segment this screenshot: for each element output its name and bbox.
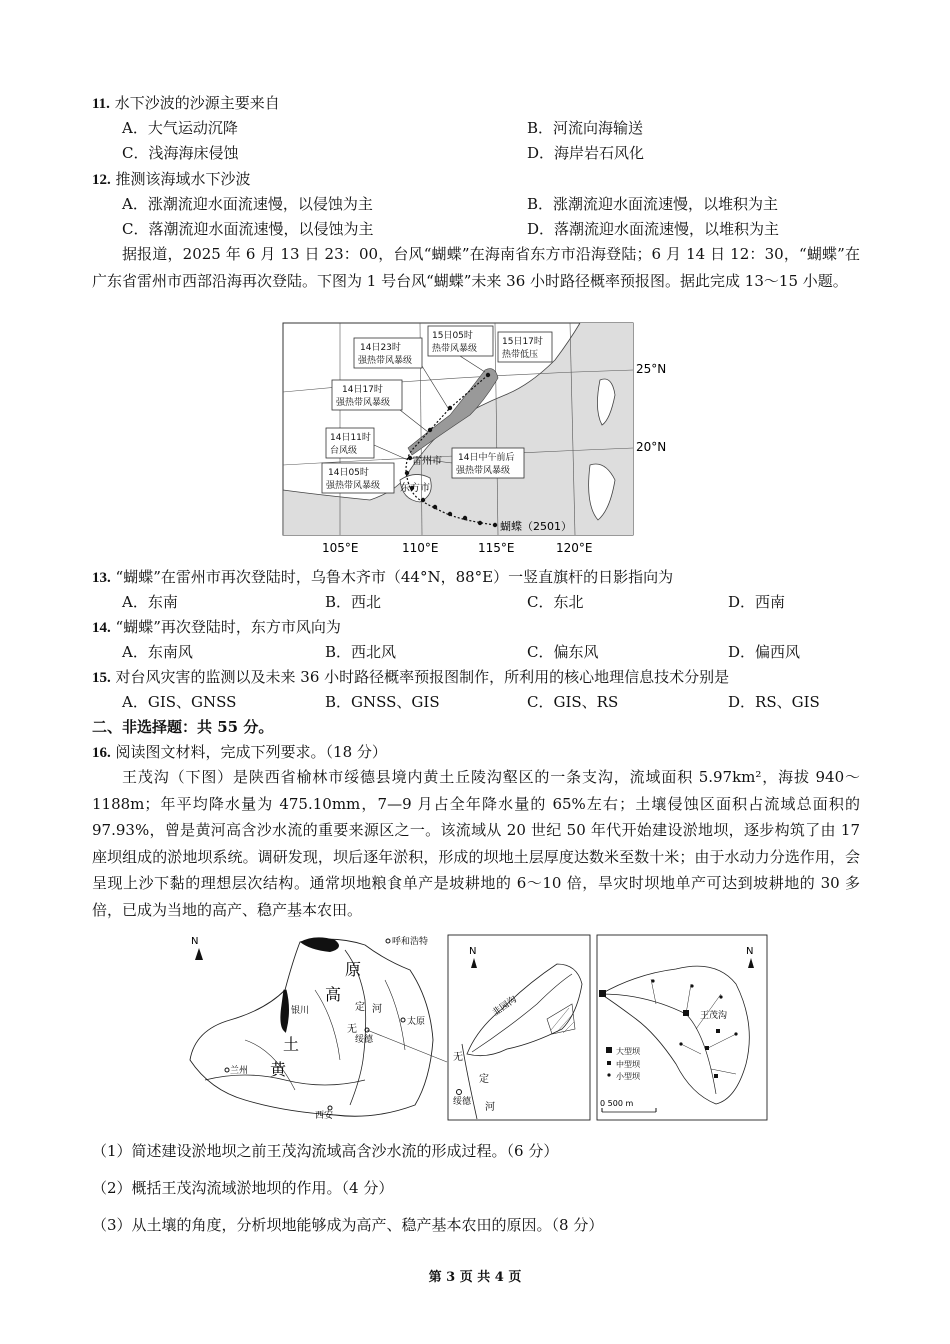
q11-option-c: C．浅海海床侵蚀 (122, 144, 239, 162)
q16-sub-2: （2）概括王茂沟流域淤地坝的作用。（4 分） (92, 1179, 394, 1197)
inset1-he: 河 (485, 1102, 495, 1113)
inset-jiuyuangou-map (447, 934, 592, 1122)
inset2-north: N (746, 946, 754, 957)
inset1-ding: 定 (479, 1074, 489, 1085)
q11-option-a: A．大气运动沉降 (122, 119, 238, 137)
q12-stem (92, 168, 251, 189)
q11-number: 11. (92, 96, 110, 112)
label-he: 河 (372, 1004, 382, 1015)
q11-option-b: B．河流向海输送 (527, 119, 644, 137)
q13-option-d: D．西南 (728, 593, 786, 611)
inset1-north: N (469, 946, 477, 957)
lat-25: 25°N (636, 362, 667, 376)
q14-option-a: A．东南风 (122, 643, 193, 661)
box-15d17-level: 热带低压 (502, 350, 539, 360)
label-suide: 绥德 (355, 1035, 374, 1045)
lon-110: 110°E (402, 541, 439, 555)
q15-option-d: D．RS、GIS (728, 693, 820, 711)
label-wu: 无 (347, 1024, 357, 1035)
q14-stem (92, 616, 341, 637)
label-lanzhou: 兰州 (230, 1066, 249, 1076)
q12-option-b: B．涨潮流迎水面流速慢，以堆积为主 (527, 195, 779, 213)
q14-text: “蝴蝶”再次登陆时，东方市风向为 (115, 618, 341, 636)
box-noon-time: 14日中午前后 (458, 453, 515, 463)
box-14d11-time: 14日11时 (330, 433, 371, 443)
box-14d23-time: 14日23时 (360, 343, 401, 353)
label-huhehaote: 呼和浩特 (392, 937, 429, 947)
q15-stem (92, 666, 729, 687)
q16-number: 16. (92, 745, 111, 761)
inset1-suide: 绥德 (453, 1097, 472, 1107)
q14-option-b: B．西北风 (325, 643, 397, 661)
intro-13-15: 据报道，2025 年 6 月 13 日 23：00，台风“蝴蝶”在海南省东方市沿海登陆；6 月 14 日 12：30，“蝴蝶”在广东省雷州市西部沿海再次登陆。下图为 1 号台风“蝴蝶”未来 36 小时路径概率预报图。据此完成 13～15 小题。 (92, 245, 860, 290)
box-14d05-level: 强热带风暴级 (326, 481, 381, 491)
section-2-heading: 二、非选择题：共 55 分。 (92, 718, 274, 736)
q16-sub-3: （3）从土壤的角度，分析坝地能够成为高产、稳产基本农田的原因。（8 分） (92, 1216, 604, 1234)
q12-number: 12. (92, 172, 111, 188)
place-leizhou: 雷州市 (412, 456, 442, 467)
typhoon-name: 蝴蝶（2501） (500, 520, 572, 533)
q15-option-c: C．GIS、RS (527, 693, 619, 711)
box-14d17-time: 14日17时 (342, 385, 383, 395)
box-15d05-time: 15日05时 (432, 331, 473, 341)
inset1-wu: 无 (453, 1052, 463, 1063)
label-yuan: 原 (345, 960, 362, 979)
q14-option-c: C．偏东风 (527, 643, 599, 661)
place-dongfang: 东方市 (400, 483, 430, 494)
q13-option-c: C．东北 (527, 593, 584, 611)
q11-stem (92, 92, 280, 113)
q15-option-a: A．GIS、GNSS (122, 693, 237, 711)
box-14d23-level: 强热带风暴级 (358, 356, 413, 366)
q13-option-b: B．西北 (325, 593, 382, 611)
label-tu: 土 (283, 1035, 300, 1054)
north-arrow-icon (195, 948, 203, 960)
box-14d11-level: 台风级 (330, 446, 358, 456)
q11-text: 水下沙波的沙源主要来自 (114, 94, 280, 112)
q13-option-a: A．东南 (122, 593, 178, 611)
q16-stem (92, 741, 387, 762)
box-14d17-level: 强热带风暴级 (336, 398, 391, 408)
typhoon-path-map (280, 320, 667, 560)
q12-option-d: D．落潮流迎水面流速慢，以堆积为主 (527, 220, 780, 238)
label-xian: 西安 (315, 1111, 334, 1121)
box-14d05-time: 14日05时 (328, 468, 369, 478)
q14-number: 14. (92, 620, 111, 636)
scale-bar: 0 500 m (600, 1099, 634, 1108)
lat-20: 20°N (636, 440, 667, 454)
lon-120: 120°E (556, 541, 593, 555)
q13-stem (92, 566, 673, 587)
q16-text: 阅读图文材料，完成下列要求。（18 分） (115, 743, 387, 761)
legend-large-dam: 大型坝 (616, 1047, 640, 1056)
page-footer: 第 3 页 共 4 页 (428, 1270, 522, 1285)
q12-option-c: C．落潮流迎水面流速慢，以侵蚀为主 (122, 220, 374, 238)
legend-medium-dam: 中型坝 (616, 1060, 640, 1069)
box-15d05-level: 热带风暴级 (432, 344, 478, 354)
q16-sub-1: （1）简述建设淤地坝之前王茂沟流域高含沙水流的形成过程。（6 分） (92, 1142, 559, 1160)
box-noon-level: 强热带风暴级 (456, 466, 511, 476)
inset1-jiuyuangou: 韭园沟 (490, 994, 519, 1019)
label-taiyuan: 太原 (407, 1017, 426, 1027)
label-yinchuan: 银川 (291, 1006, 310, 1016)
q13-text: “蝴蝶”在雷州市再次登陆时，乌鲁木齐市（44°N，88°E）一竖直旗杆的日影指向为 (115, 568, 674, 586)
q11-option-d: D．海岸岩石风化 (527, 144, 645, 162)
q12-text: 推测该海域水下沙波 (115, 170, 251, 188)
inset2-title: 王茂沟 (700, 1011, 728, 1021)
loess-plateau-map (185, 930, 445, 1122)
label-huang: 黄 (270, 1060, 287, 1079)
inset-wangmaogou-map (596, 934, 768, 1122)
legend-small-dam: 小型坝 (616, 1072, 640, 1081)
q12-option-a: A．涨潮流迎水面流速慢，以侵蚀为主 (122, 195, 373, 213)
lon-105: 105°E (322, 541, 359, 555)
q14-option-d: D．偏西风 (728, 643, 801, 661)
q16-material: 王茂沟（下图）是陕西省榆林市绥德县境内黄土丘陵沟壑区的一条支沟，流域面积 5.97km²，海拔 940～1188m；年平均降水量为 475.10mm，7—9 月占全年降水量的 65%左右；土壤侵蚀区面积占流域总面积的 97.93%，曾是黄河高含沙水流的重要来源区之一。该流域从 20 世纪 50 年代开始建设淤地坝，逐步构筑了由 17 座坝组成的淤地坝系统。调研发现，坝后逐年淤积，形成的坝地土层厚度达数米至数十米；由于水动力分选作用，会呈现上沙下黏的理想层次结构。通常坝地粮食单产是坡耕地的 6～10 倍，旱灾时坝地单产可达到坡耕地的 30 多倍，已成为当地的高产、稳产基本农田。 (92, 768, 860, 919)
q15-text: 对台风灾害的监测以及未来 36 小时路径概率预报图制作，所利用的核心地理信息技术分别是 (115, 668, 730, 686)
label-ding: 定 (355, 1002, 365, 1013)
label-gao: 高 (325, 985, 342, 1004)
q15-number: 15. (92, 670, 111, 686)
lon-115: 115°E (478, 541, 515, 555)
q13-number: 13. (92, 570, 111, 586)
box-15d17-time: 15日17时 (502, 337, 543, 347)
q15-option-b: B．GNSS、GIS (325, 693, 440, 711)
loess-north: N (191, 936, 199, 947)
